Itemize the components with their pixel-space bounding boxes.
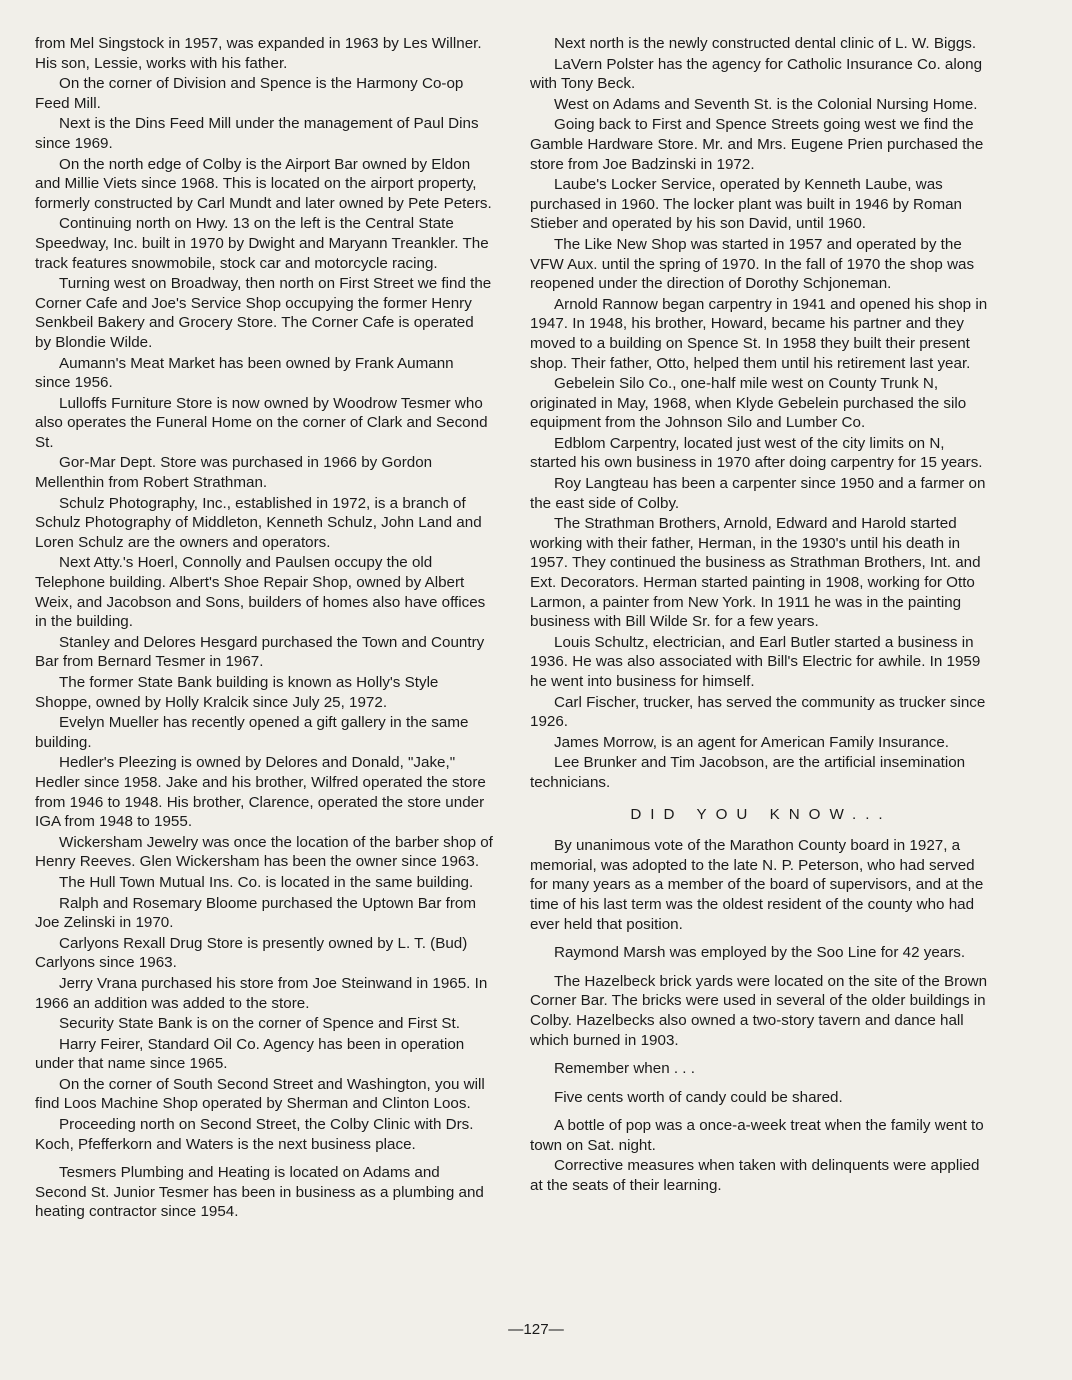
paragraph: The Like New Shop was started in 1957 and operated by the VFW Aux. until the spring of 1970. In the fall of 1970 the shop was reopened under the direction of Dorothy Schjoneman. [530, 235, 975, 293]
paragraph: Aumann's Meat Market has been owned by Frank Aumann since 1956. [35, 354, 454, 392]
paragraph: from Mel Singstock in 1957, was expanded in 1963 by Les Willner. His son, Lessie, works with his father. [35, 35, 482, 72]
paragraph: The Hull Town Mutual Ins. Co. is located in the same building. [59, 873, 474, 891]
paragraph: Going back to First and Spence Streets going west we find the Gamble Hardware Store. Mr. and Mrs. Eugene Prien purchased the store from Joe Badzinski in 1972. [530, 116, 984, 173]
paragraph: The Hazelbeck brick yards were located on the site of the Brown Corner Bar. The bricks were used in several of the older buildings in Colby. Hazelbecks also owned a two-story tavern and dance hall which burned in 1903. [530, 972, 988, 1049]
paragraph: Proceeding north on Second Street, the Colby Clinic with Drs. Koch, Pfefferkorn and Waters is the next business place. [35, 1116, 474, 1153]
paragraph: LaVern Polster has the agency for Catholic Insurance Co. along with Tony Beck. [530, 55, 983, 93]
paragraph: A bottle of pop was a once-a-week treat when the family went to town on Sat. night. [530, 1117, 984, 1154]
paragraph: On the corner of South Second Street and Washington, you will find Loos Machine Shop operated by Sherman and Clinton Loos. [35, 1075, 485, 1113]
paragraph: James Morrow, is an agent for American Family Insurance. [554, 733, 950, 751]
paragraph: Ralph and Rosemary Bloome purchased the Uptown Bar from Joe Zelinski in 1970. [35, 894, 477, 932]
paragraph: Louis Schultz, electrician, and Earl Butler started a business in 1936. He was also associated with Bill's Electric for awhile. In 1959 he went into business for himself. [530, 633, 981, 690]
paragraph: Gor-Mar Dept. Store was purchased in 1966 by Gordon Mellenthin from Robert Strathman. [35, 454, 433, 492]
left-column [35, 34, 493, 1223]
did-you-know-heading: DID YOU KNOW... [630, 805, 892, 823]
paragraph: By unanimous vote of the Marathon County board in 1927, a memorial, was adopted to the late N. P. Peterson, who had served for many years as a member of the board of supervisors, and at the time of his last term was the oldest resident of the county who had ever held that position. [530, 837, 984, 933]
paragraph: Stanley and Delores Hesgard purchased the Town and Country Bar from Bernard Tesmer in 1967. [35, 633, 485, 671]
paragraph: Jerry Vrana purchased his store from Joe Steinwand in 1965. In 1966 an addition was added to the store. [35, 974, 488, 1012]
paragraph: Raymond Marsh was employed by the Soo Line for 42 years. [554, 944, 966, 962]
paragraph: Hedler's Pleezing is owned by Delores and Donald, "Jake," Hedler since 1958. Jake and his brother, Wilfred operated the store from 1946 to 1948. His brother, Clarence, operated the store under IGA from 1948 to 1955. [35, 754, 486, 831]
paragraph: Lee Brunker and Tim Jacobson, are the artificial insemination technicians. [530, 754, 966, 791]
paragraph: Gebelein Silo Co., one-half mile west on County Trunk N, originated in May, 1968, when Klyde Gebelein purchased the silo equipment from the Johnson Silo and Lumber Co. [530, 375, 967, 432]
paragraph: Continuing north on Hwy. 13 on the left is the Central State Speedway, Inc. built in 1970 by Dwight and Maryann Treankler. The track features snowmobile, stock car and motorcycle racing. [35, 215, 489, 272]
paragraph: The former State Bank building is known as Holly's Style Shoppe, owned by Holly Kralcik since July 25, 1972. [35, 674, 439, 711]
right-column [530, 34, 992, 1197]
paragraph: Lulloffs Furniture Store is now owned by Woodrow Tesmer who also operates the Funeral Home on the corner of Clark and Second St. [35, 394, 488, 451]
paragraph: Evelyn Mueller has recently opened a gift gallery in the same building. [35, 714, 469, 751]
paragraph: Carlyons Rexall Drug Store is presently owned by L. T. (Bud) Carlyons since 1963. [35, 934, 468, 972]
paragraph: Next Atty.'s Hoerl, Connolly and Paulsen occupy the old Telephone building. Albert's Shoe Repair Shop, owned by Albert Weix, and Jacobson and Sons, builders of homes also have offices in the building. [35, 554, 486, 631]
paragraph: West on Adams and Seventh St. is the Colonial Nursing Home. [554, 95, 978, 113]
paragraph: Harry Feirer, Standard Oil Co. Agency has been in operation under that name since 1965. [35, 1035, 465, 1073]
paragraph: Laube's Locker Service, operated by Kenneth Laube, was purchased in 1960. The locker plant was built in 1946 by Roman Stieber and operated by his son David, until 1960. [530, 176, 962, 233]
paragraph: Next is the Dins Feed Mill under the management of Paul Dins since 1969. [35, 115, 479, 152]
paragraph: Turning west on Broadway, then north on First Street we find the Corner Cafe and Joe's Service Shop occupying the former Henry Senkbeil Bakery and Grocery Store. The Corner Cafe is operated by Blondie Wilde. [35, 275, 492, 351]
paragraph: Carl Fischer, trucker, has served the community as trucker since 1926. [530, 693, 986, 731]
paragraph: Roy Langteau has been a carpenter since 1950 and a farmer on the east side of Colby. [530, 475, 986, 512]
paragraph: Next north is the newly constructed dental clinic of L. W. Biggs. [554, 35, 977, 52]
paragraph: Security State Bank is on the corner of Spence and First St. [59, 1015, 460, 1033]
paragraph: Tesmers Plumbing and Heating is located on Adams and Second St. Junior Tesmer has been in business as a plumbing and heating contractor since 1954. [35, 1164, 484, 1221]
paragraph: Schulz Photography, Inc., established in 1972, is a branch of Schulz Photography of Middleton, Kenneth Schulz, John Land and Loren Schulz are the owners and operators. [35, 494, 482, 551]
paragraph: Edblom Carpentry, located just west of the city limits on N, started his own business in 1970 after doing carpentry for 15 years. [530, 434, 983, 472]
paragraph: On the corner of Division and Spence is the Harmony Co-op Feed Mill. [35, 75, 464, 112]
paragraph: On the north edge of Colby is the Airport Bar owned by Eldon and Millie Viets since 1968. This is located on the airport property, formerly constructed by Carl Mundt and later owned by Pete Peters. [35, 155, 492, 212]
paragraph: Five cents worth of candy could be shared. [554, 1088, 843, 1106]
paragraph: Arnold Rannow began carpentry in 1941 and opened his shop in 1947. In 1948, his brother, Howard, became his partner and they moved to a building on Spence St. In 1958 they built their present shop. Their father, Otto, helped them until his retirement last year. [530, 295, 988, 372]
page-number: —127— [508, 1321, 564, 1338]
paragraph: Remember when . . . [554, 1060, 695, 1078]
paragraph: The Strathman Brothers, Arnold, Edward and Harold started working with their father, Herman, in the 1930's until his death in 1957. They continued the business as Strathman Brothers, Int. and Ext. Decorators. Herman started painting in 1908, working for Otto Larmon, a painter from New York. In 1911 he was in the painting business with Bill Wilde Sr. for a few years. [530, 515, 981, 631]
paragraph: Wickersham Jewelry was once the location of the barber shop of Henry Reeves. Glen Wickersham has been the owner since 1963. [35, 833, 493, 871]
paragraph: Corrective measures when taken with delinquents were applied at the seats of their learning. [530, 1157, 980, 1195]
